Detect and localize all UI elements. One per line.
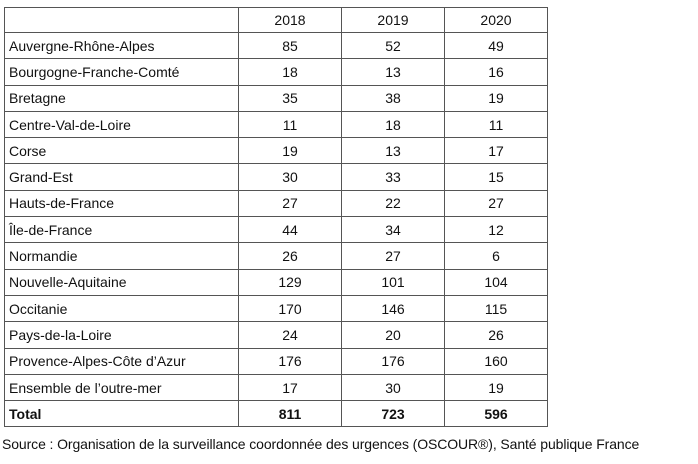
region-name-cell: Ensemble de l’outre-mer xyxy=(5,374,239,400)
value-2018-cell: 18 xyxy=(239,59,342,85)
header-row xyxy=(5,8,548,33)
value-2019-cell: 176 xyxy=(342,348,445,374)
region-name-cell: Hauts-de-France xyxy=(5,190,239,216)
header-year-2020: 2020 xyxy=(445,8,548,33)
value-2019-cell: 38 xyxy=(342,85,445,111)
value-2019-cell: 146 xyxy=(342,295,445,321)
value-2020-cell: 16 xyxy=(445,59,548,85)
value-2020-cell: 160 xyxy=(445,348,548,374)
total-2018: 811 xyxy=(239,401,342,427)
value-2020-cell: 11 xyxy=(445,111,548,137)
table-body xyxy=(5,33,548,401)
table-row xyxy=(5,164,548,190)
value-2020-cell: 17 xyxy=(445,138,548,164)
table-row xyxy=(5,111,548,137)
region-name-cell: Bourgogne-Franche-Comté xyxy=(5,59,239,85)
header-region-cell xyxy=(5,8,239,33)
value-2018-cell: 129 xyxy=(239,269,342,295)
region-name-cell: Nouvelle-Aquitaine xyxy=(5,269,239,295)
value-2020-cell: 104 xyxy=(445,269,548,295)
value-2019-cell: 30 xyxy=(342,374,445,400)
value-2019-cell: 34 xyxy=(342,217,445,243)
region-name-cell: Grand-Est xyxy=(5,164,239,190)
table-row xyxy=(5,85,548,111)
value-2020-cell: 19 xyxy=(445,85,548,111)
header-year-2018: 2018 xyxy=(239,8,342,33)
region-name-cell: Corse xyxy=(5,138,239,164)
value-2018-cell: 85 xyxy=(239,33,342,59)
table-row xyxy=(5,217,548,243)
value-2020-cell: 115 xyxy=(445,295,548,321)
value-2019-cell: 20 xyxy=(342,322,445,348)
value-2019-cell: 33 xyxy=(342,164,445,190)
region-name-cell: Centre-Val-de-Loire xyxy=(5,111,239,137)
value-2019-cell: 101 xyxy=(342,269,445,295)
regional-counts-table xyxy=(4,7,548,427)
total-label: Total xyxy=(5,401,239,427)
table-row xyxy=(5,190,548,216)
table-row xyxy=(5,269,548,295)
value-2020-cell: 6 xyxy=(445,243,548,269)
value-2018-cell: 26 xyxy=(239,243,342,269)
value-2020-cell: 19 xyxy=(445,374,548,400)
total-2019: 723 xyxy=(342,401,445,427)
value-2018-cell: 35 xyxy=(239,85,342,111)
table-row xyxy=(5,243,548,269)
value-2018-cell: 176 xyxy=(239,348,342,374)
table-row xyxy=(5,33,548,59)
value-2018-cell: 24 xyxy=(239,322,342,348)
value-2018-cell: 30 xyxy=(239,164,342,190)
table-row xyxy=(5,138,548,164)
region-name-cell: Occitanie xyxy=(5,295,239,321)
region-name-cell: Provence-Alpes-Côte d’Azur xyxy=(5,348,239,374)
value-2020-cell: 26 xyxy=(445,322,548,348)
table-row xyxy=(5,348,548,374)
value-2018-cell: 27 xyxy=(239,190,342,216)
table-row xyxy=(5,59,548,85)
region-name-cell: Auvergne-Rhône-Alpes xyxy=(5,33,239,59)
value-2020-cell: 27 xyxy=(445,190,548,216)
table-row xyxy=(5,322,548,348)
source-note: Source : Organisation de la surveillance coordonnée des urgences (OSCOUR®), Santé publique France xyxy=(2,436,640,452)
value-2018-cell: 19 xyxy=(239,138,342,164)
value-2018-cell: 170 xyxy=(239,295,342,321)
table-row xyxy=(5,295,548,321)
value-2020-cell: 15 xyxy=(445,164,548,190)
total-row xyxy=(5,401,548,427)
value-2019-cell: 13 xyxy=(342,138,445,164)
header-year-2019: 2019 xyxy=(342,8,445,33)
table-row xyxy=(5,374,548,400)
value-2019-cell: 52 xyxy=(342,33,445,59)
value-2019-cell: 18 xyxy=(342,111,445,137)
value-2020-cell: 49 xyxy=(445,33,548,59)
region-name-cell: Normandie xyxy=(5,243,239,269)
value-2019-cell: 22 xyxy=(342,190,445,216)
value-2019-cell: 27 xyxy=(342,243,445,269)
value-2018-cell: 44 xyxy=(239,217,342,243)
value-2018-cell: 11 xyxy=(239,111,342,137)
value-2020-cell: 12 xyxy=(445,217,548,243)
region-name-cell: Île-de-France xyxy=(5,217,239,243)
value-2018-cell: 17 xyxy=(239,374,342,400)
value-2019-cell: 13 xyxy=(342,59,445,85)
region-name-cell: Pays-de-la-Loire xyxy=(5,322,239,348)
total-2020: 596 xyxy=(445,401,548,427)
region-name-cell: Bretagne xyxy=(5,85,239,111)
